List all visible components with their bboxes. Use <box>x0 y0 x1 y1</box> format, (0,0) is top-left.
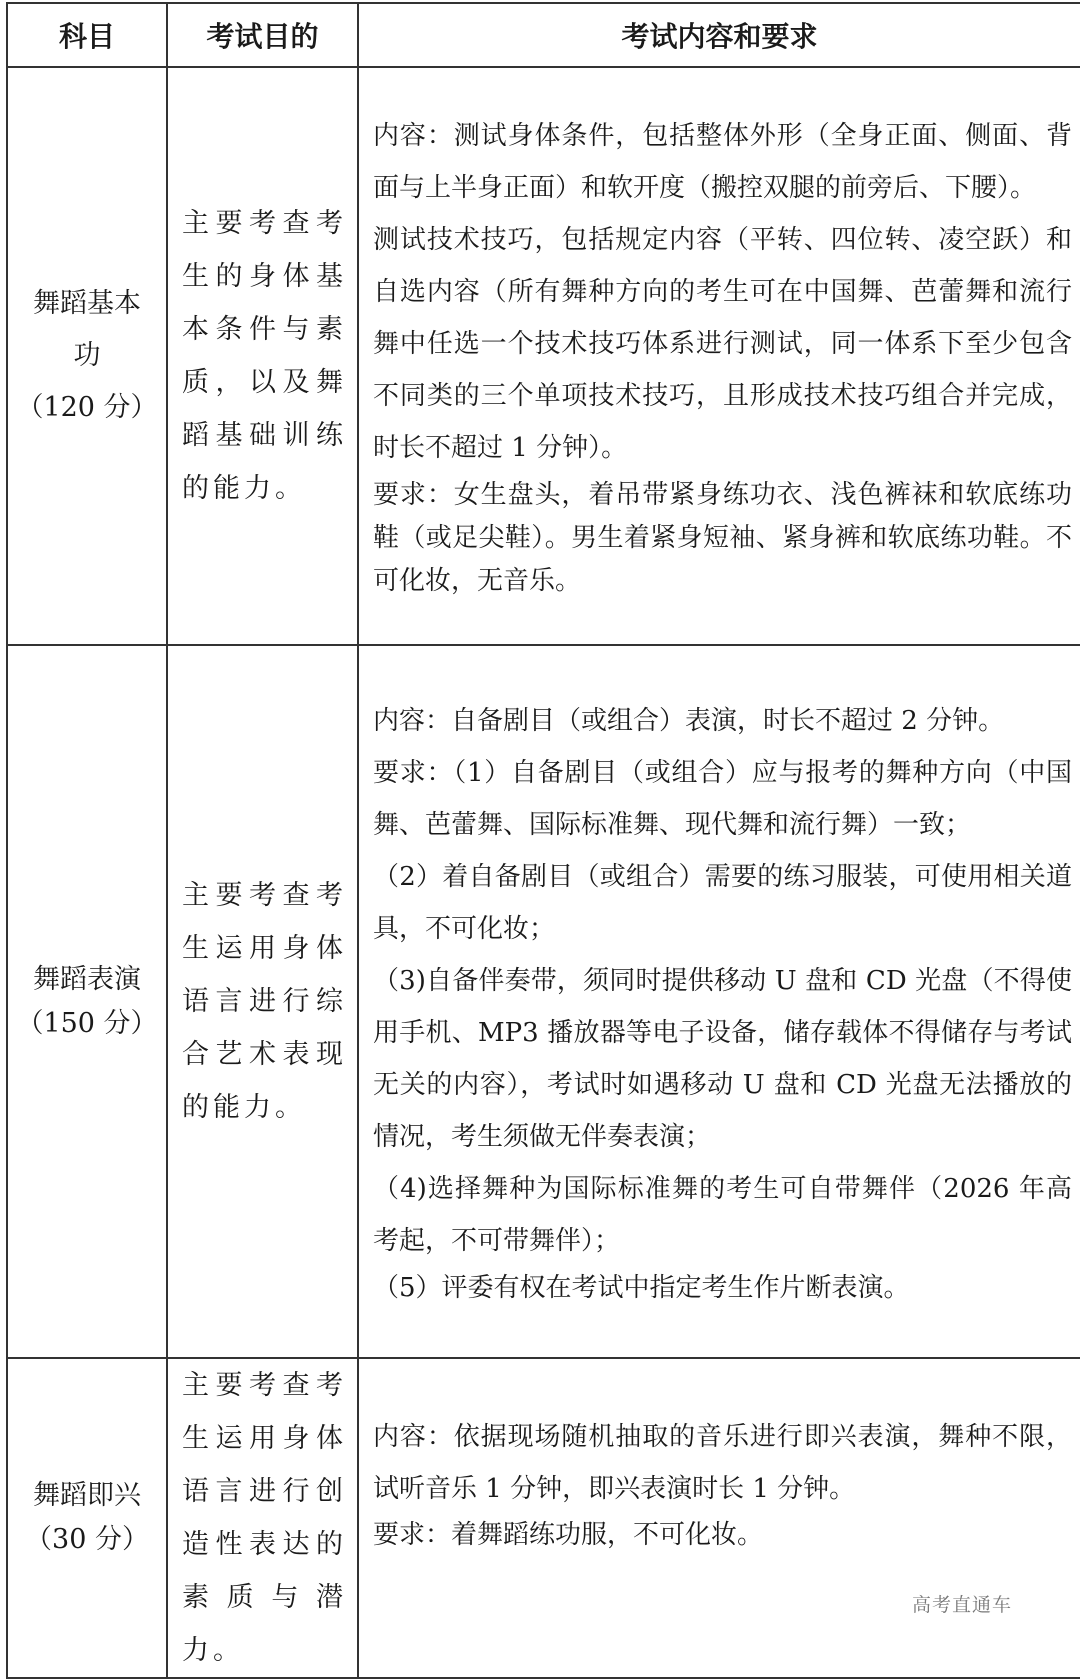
content-paragraph: 内容：自备剧目（或组合）表演，时长不超过 2 分钟。 <box>373 705 1005 736</box>
header-content: 考试内容和要求 <box>358 3 1080 67</box>
subject-line: 舞蹈基本 <box>33 288 141 319</box>
header-purpose: 考试目的 <box>167 3 358 67</box>
table-row <box>7 645 1080 1358</box>
purpose-cell: 主要考查考生运用身体语言进行综合艺术表现的能力。 <box>167 645 358 1358</box>
subject-score: （120 分） <box>16 392 158 423</box>
content-paragraph: （5）评委有权在考试中指定考生作片断表演。 <box>373 1272 910 1303</box>
content-paragraph: （3)自备伴奏带，须同时提供移动 U 盘和 CD 光盘（不得使用手机、MP3 播放器等电子设备，储存载体不得储存与考试无关的内容），考试时如遇移动 U 盘和 CD 光盘无法播放的情况，考生须做无伴奏表演； <box>373 965 1072 1152</box>
content-cell <box>358 1358 1080 1678</box>
watermark-text: 高考直通车 <box>911 1594 1012 1616</box>
table-row <box>7 67 1080 645</box>
subject-cell <box>7 645 167 1358</box>
content-paragraph: 测试技术技巧，包括规定内容（平转、四位转、凌空跃）和自选内容（所有舞种方向的考生可在中国舞、芭蕾舞和流行舞中任选一个技术技巧体系进行测试，同一体系下至少包含不同类的三个单项技术技巧，且形成技术技巧组合并完成，时长不超过 1 分钟）。 <box>373 224 1072 463</box>
subject-line: 舞蹈表演 <box>33 963 141 995</box>
table-row <box>7 1358 1080 1678</box>
subject-score: （30 分） <box>25 1524 149 1555</box>
subject-line: 舞蹈即兴 <box>33 1480 141 1511</box>
subject-score: （150 分） <box>16 1007 158 1039</box>
content-paragraph: 要求：女生盘头，着吊带紧身练功衣、浅色裤袜和软底练功鞋（或足尖鞋）。男生着紧身短袖、紧身裤和软底练功鞋。不可化妆，无音乐。 <box>373 479 1072 596</box>
subject-cell <box>7 1358 167 1678</box>
header-subject: 科目 <box>7 3 167 67</box>
content-paragraph: 要求：着舞蹈练功服，不可化妆。 <box>373 1520 764 1550</box>
content-paragraph: 内容：依据现场随机抽取的音乐进行即兴表演，舞种不限，试听音乐 1 分钟，即兴表演时长 1 分钟。 <box>373 1422 1072 1504</box>
content-paragraph: 要求：（1）自备剧目（或组合）应与报考的舞种方向（中国舞、芭蕾舞、国际标准舞、现代舞和流行舞）一致； <box>373 757 1072 840</box>
content-cell <box>358 67 1080 645</box>
content-paragraph: （2）着自备剧目（或组合）需要的练习服装，可使用相关道具，不可化妆； <box>373 861 1072 944</box>
subject-line: 功 <box>73 340 101 371</box>
content-paragraph: 内容：测试身体条件，包括整体外形（全身正面、侧面、背面与上半身正面）和软开度（搬控双腿的前旁后、下腰）。 <box>373 120 1072 203</box>
purpose-cell: 主要考查考生的身体基本条件与素质，以及舞蹈基础训练的能力。 <box>167 67 358 645</box>
subject-cell <box>7 67 167 645</box>
content-paragraph: （4)选择舞种为国际标准舞的考生可自带舞伴（2026 年高考起，不可带舞伴）； <box>373 1173 1072 1256</box>
exam-table <box>6 2 1080 1679</box>
purpose-cell: 主要考查考生运用身体语言进行创造性表达的素质与潜力。 <box>167 1358 358 1678</box>
content-cell <box>358 645 1080 1358</box>
table-header-row <box>7 3 1080 67</box>
